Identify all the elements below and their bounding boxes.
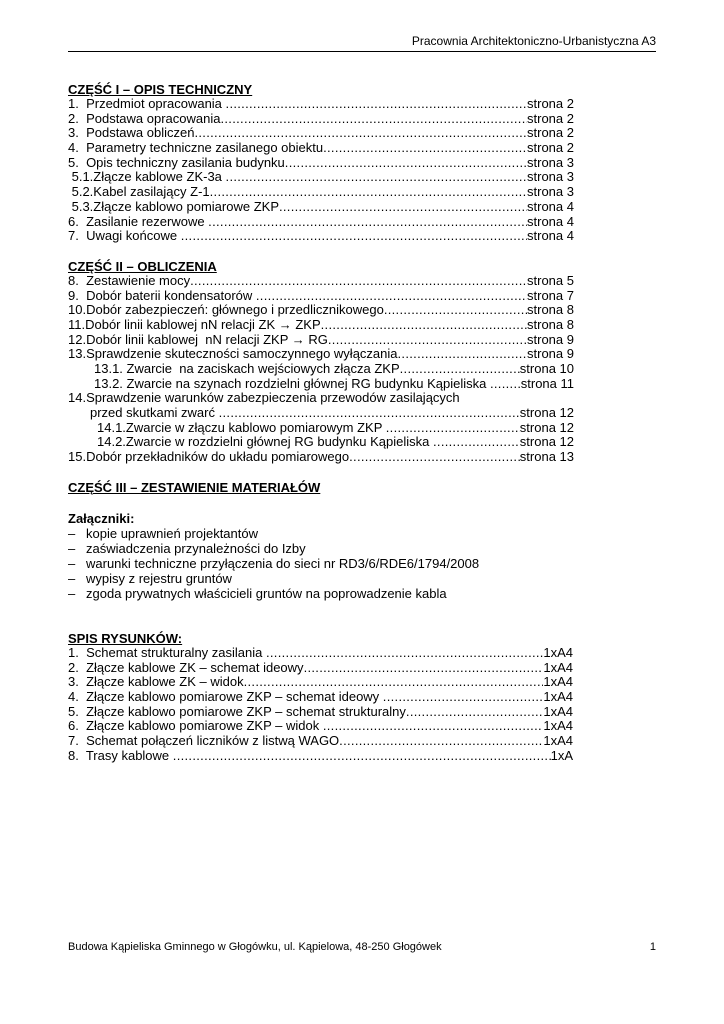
- attachment-text: warunki techniczne przyłączenia do sieci nr RD3/6/RDE6/1794/2008: [86, 555, 480, 571]
- toc-leader: [194, 126, 527, 141]
- toc-entry-text: 5.2.Kabel zasilający Z-1: [68, 184, 210, 200]
- toc-entry-text: 5. Złącze kablowo pomiarowe ZKP – schemat strukturalny: [68, 703, 406, 719]
- toc-page-ref: 1xA4: [543, 718, 573, 734]
- attachment-item: [68, 541, 668, 556]
- toc-leader: [384, 303, 527, 318]
- toc-page-ref: strona 9: [527, 331, 574, 347]
- toc-page-ref: strona 12: [519, 419, 574, 435]
- toc-entry: [68, 690, 573, 705]
- toc-page-ref: strona 8: [527, 302, 574, 318]
- part1-title: CZĘŚĆ I – OPIS TECHNICZNY: [68, 82, 253, 97]
- toc-entry-text: 8. Zestawienie mocy: [68, 272, 191, 288]
- toc-entry-text: 3. Złącze kablowe ZK – widok: [68, 674, 244, 690]
- toc-leader: [190, 274, 527, 289]
- toc-leader: [181, 229, 527, 244]
- toc-entry-text: 13.Sprawdzenie skuteczności samoczynnego wyłączania: [68, 346, 398, 362]
- dash-bullet: –: [68, 540, 76, 556]
- attachment-item: [68, 586, 668, 601]
- toc-page-ref: strona 3: [527, 184, 574, 200]
- toc-entry: [68, 406, 574, 421]
- toc-leader: [328, 333, 527, 348]
- dash-bullet: –: [68, 555, 76, 571]
- toc-entry: [68, 303, 574, 318]
- toc-leader: [220, 112, 527, 127]
- page-number: 1: [649, 941, 656, 953]
- toc-entry: [68, 112, 574, 127]
- toc-entry: [68, 675, 573, 690]
- toc-page-ref: 1xA: [550, 747, 573, 763]
- toc-entry-text: przed skutkami zwarć: [90, 405, 219, 421]
- toc-leader: [398, 347, 528, 362]
- toc-leader: [323, 719, 544, 734]
- toc-page-ref: 1xA4: [543, 644, 573, 660]
- toc-entry-text: 6. Złącze kablowo pomiarowe ZKP – widok: [68, 718, 323, 734]
- toc-entry-text: 1. Przedmiot opracowania: [68, 96, 226, 111]
- attachment-item: [68, 556, 668, 571]
- toc-page-ref: strona 7: [527, 287, 574, 303]
- toc-page-ref: 1xA4: [543, 659, 573, 675]
- toc-entry-text: 2. Złącze kablowe ZK – schemat ideowy: [68, 659, 304, 675]
- toc-entry: [68, 333, 574, 348]
- toc-leader: [210, 185, 527, 200]
- toc-leader: [339, 734, 543, 749]
- footer-address: Budowa Kąpieliska Gminnego w Głogówku, ul. Kąpielowa, 48-250 Głogówek: [68, 941, 442, 953]
- toc-page-ref: strona 4: [527, 228, 574, 244]
- toc-entry-text: 3. Podstawa obliczeń: [68, 125, 195, 141]
- toc-page-ref: strona 8: [527, 316, 574, 332]
- toc-entry-text: 10.Dobór zabezpieczeń: głównego i przedlicznikowego: [68, 302, 384, 318]
- toc-entry-text: 13.1. Zwarcie na zaciskach wejściowych złącza ZKP: [94, 361, 400, 376]
- part1-toc: [68, 97, 668, 244]
- toc-entry: [68, 347, 574, 362]
- toc-leader: [226, 170, 527, 185]
- toc-entry: [68, 185, 574, 200]
- toc-entry-text: 12.Dobór linii kablowej nN relacji ZKP → RG: [68, 331, 328, 347]
- toc-entry: [68, 646, 573, 661]
- part3-title: CZĘŚĆ III – ZESTAWIENIE MATERIAŁÓW: [68, 479, 321, 495]
- toc-entry-text: 15.Dobór przekładników do układu pomiarowego: [68, 449, 350, 465]
- dash-bullet: –: [68, 585, 76, 601]
- toc-leader: [433, 435, 520, 450]
- toc-leader: [323, 141, 527, 156]
- toc-page-ref: 1xA4: [543, 674, 573, 690]
- attachment-text: zaświadczenia przynależności do Izby: [86, 540, 306, 556]
- toc-leader: [349, 450, 520, 465]
- toc-entry: [68, 734, 573, 749]
- toc-page-ref: strona 2: [527, 125, 574, 141]
- page-header: Pracownia Architektoniczno-Urbanistyczna A3: [411, 34, 656, 48]
- toc-entry: [68, 215, 574, 230]
- toc-page-ref: 1xA4: [543, 688, 573, 704]
- toc-leader: [266, 646, 543, 661]
- toc-leader: [256, 289, 527, 304]
- drawings-title: SPIS RYSUNKÓW:: [68, 630, 183, 646]
- toc-entry: [68, 749, 573, 764]
- toc-entry: [68, 289, 574, 304]
- attachment-text: kopie uprawnień projektantów: [86, 525, 258, 541]
- toc-entry-text: 2. Podstawa opracowania: [68, 110, 221, 126]
- toc-page-ref: strona 2: [527, 110, 574, 126]
- part2-toc: [68, 274, 668, 465]
- toc-entry: [68, 377, 574, 392]
- toc-entry: [68, 391, 574, 406]
- toc-page-ref: strona 4: [527, 213, 574, 229]
- toc-leader: [279, 200, 527, 215]
- toc-entry: [68, 421, 574, 436]
- toc-entry-text: 7. Uwagi końcowe: [68, 228, 181, 244]
- toc-page-ref: strona 9: [527, 346, 574, 362]
- toc-entry: [68, 318, 574, 333]
- toc-entry-text: 14.1.Zwarcie w złączu kablowo pomiarowym ZKP: [97, 419, 386, 435]
- toc-leader: [321, 318, 527, 333]
- toc-leader: [386, 421, 520, 436]
- toc-page-ref: 1xA4: [543, 703, 573, 719]
- attachment-item: [68, 526, 668, 541]
- toc-leader: [383, 690, 544, 705]
- toc-page-ref: strona 4: [527, 198, 574, 214]
- toc-page-ref: strona 5: [527, 272, 574, 288]
- toc-entry: [68, 719, 573, 734]
- toc-leader: [285, 156, 527, 171]
- toc-entry: [68, 200, 574, 215]
- toc-entry-text: 5. Opis techniczny zasilania budynku: [68, 154, 285, 170]
- toc-entry-text: 4. Złącze kablowo pomiarowe ZKP – schemat ideowy: [68, 688, 383, 704]
- toc-entry: [68, 450, 574, 465]
- part2-title: CZĘŚĆ II – OBLICZENIA: [68, 258, 217, 274]
- toc-page-ref: strona 2: [527, 96, 574, 111]
- toc-page-ref: strona 12: [519, 434, 574, 450]
- toc-entry: [68, 156, 574, 171]
- page-footer: [68, 941, 656, 953]
- toc-entry-text: 5.1.Złącze kablowe ZK-3a: [68, 169, 226, 185]
- toc-entry-text: 9. Dobór baterii kondensatorów: [68, 287, 256, 303]
- attachments-list: [68, 526, 668, 601]
- toc-entry: [68, 661, 573, 676]
- toc-entry-text: 14.Sprawdzenie warunków zabezpieczenia przewodów zasilających: [68, 390, 460, 406]
- attachments-title: Załączniki:: [68, 510, 135, 526]
- toc-leader: [226, 97, 527, 112]
- toc-entry-text: 8. Trasy kablowe: [68, 747, 173, 763]
- toc-entry: [68, 274, 574, 289]
- attachment-item: [68, 571, 668, 586]
- toc-leader: [490, 377, 521, 392]
- toc-leader: [406, 705, 543, 720]
- document-body: [68, 82, 668, 763]
- toc-entry-text: 4. Parametry techniczne zasilanego obiektu: [68, 140, 324, 156]
- toc-entry: [68, 170, 574, 185]
- toc-leader: [304, 661, 544, 676]
- toc-entry-text: 1. Schemat strukturalny zasilania: [68, 644, 266, 660]
- attachment-text: wypisy z rejestru gruntów: [86, 570, 232, 586]
- toc-entry: [68, 705, 573, 720]
- toc-entry-text: 13.2. Zwarcie na szynach rozdzielni głównej RG budynku Kąpieliska: [94, 375, 490, 391]
- toc-entry: [68, 141, 574, 156]
- toc-page-ref: strona 12: [519, 405, 574, 421]
- toc-entry: [68, 435, 574, 450]
- toc-entry: [68, 229, 574, 244]
- toc-entry-text: 6. Zasilanie rezerwowe: [68, 213, 209, 229]
- toc-entry-text: 5.3.Złącze kablowo pomiarowe ZKP: [68, 198, 279, 214]
- toc-leader: [219, 406, 520, 421]
- dash-bullet: –: [68, 525, 76, 541]
- toc-leader: [173, 749, 551, 764]
- dash-bullet: –: [68, 570, 76, 586]
- toc-page-ref: strona 13: [519, 449, 574, 465]
- toc-page-ref: strona 3: [527, 154, 574, 170]
- toc-entry-text: 11.Dobór linii kablowej nN relacji ZK → ZKP: [68, 316, 321, 332]
- toc-page-ref: strona 3: [527, 169, 574, 185]
- toc-leader: [244, 675, 544, 690]
- toc-page-ref: 1xA4: [543, 732, 573, 748]
- toc-entry: [68, 362, 574, 377]
- toc-leader: [208, 215, 527, 230]
- toc-page-ref: strona 2: [527, 140, 574, 156]
- attachment-text: zgoda prywatnych właścicieli gruntów na poprowadzenie kabla: [86, 585, 447, 601]
- toc-entry: [68, 97, 574, 112]
- toc-entry: [68, 126, 574, 141]
- toc-page-ref: strona 10: [519, 361, 574, 376]
- toc-entry-text: 7. Schemat połączeń liczników z listwą WAGO: [68, 732, 340, 748]
- toc-entry-text: 14.2.Zwarcie w rozdzielni głównej RG budynku Kąpieliska: [97, 434, 433, 450]
- drawings-list: [68, 646, 668, 764]
- toc-page-ref: strona 11: [520, 375, 574, 391]
- toc-leader: [400, 362, 520, 377]
- header-divider: [68, 51, 656, 52]
